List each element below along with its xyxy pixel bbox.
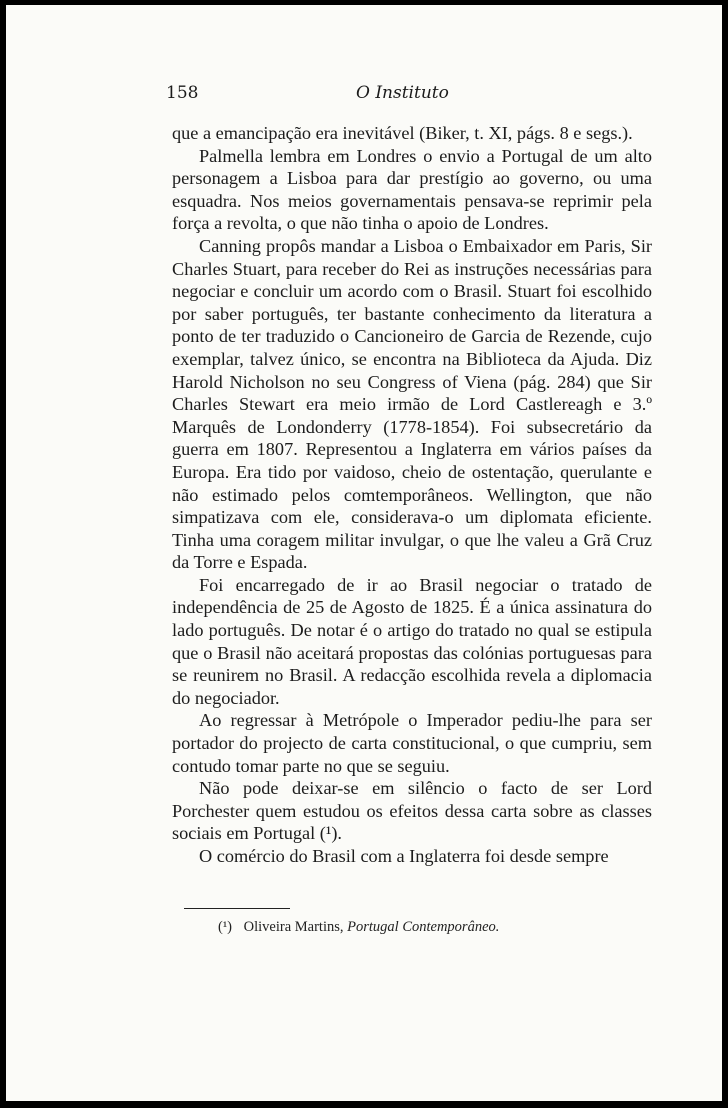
page-header bbox=[166, 83, 646, 107]
footnote bbox=[218, 919, 499, 936]
paragraph: Canning propôs mandar a Lisboa o Embaixador em Paris, Sir Charles Stuart, para receber do Rei as instruções necessárias para negociar e concluir um acordo com o Brasil. Stuart foi escolhido por saber português, ter bastante conhecimento da literatura a ponto de ter traduzido o Cancioneiro de Garcia de Rezende, cujo exemplar, talvez único, se encontra na Biblioteca da Ajuda. Diz Harold Nicholson no seu Congress of Viena (pág. 284) que Sir Charles Stewart era meio irmão de Lord Castlereagh e 3.º Marquês de Londonderry (1778-1854). Foi subsecretário da guerra em 1807. Representou a Inglaterra em vários países da Europa. Era tido por vaidoso, cheio de ostentação, querulante e não estimado pelos comtemporâneos. Wellington, que não simpatizava com ele, considerava-o um diplomata eficiente. Tinha uma coragem militar invulgar, o que lhe valeu a Grã Cruz da Torre e Espada. bbox=[172, 235, 652, 573]
paragraph: Palmella lembra em Londres o envio a Portugal de um alto personagem a Lisboa para dar prestígio ao governo, ou uma esquadra. Nos meios governamentais pensava-se reprimir pela força a revolta, o que não tinha o apoio de Londres. bbox=[172, 145, 652, 234]
footnote-author: Oliveira Martins, bbox=[243, 919, 344, 935]
paragraph: Ao regressar à Metrópole o Imperador pediu-lhe para ser portador do projecto de carta constitucional, o que cumpriu, sem contudo tomar parte no que se seguiu. bbox=[172, 710, 652, 776]
footnote-title: Portugal Contemporâneo. bbox=[347, 919, 500, 935]
page-number: 158 bbox=[166, 83, 199, 103]
body-text bbox=[172, 122, 652, 868]
paragraph: Foi encarregado de ir ao Brasil negociar o tratado de independência de 25 de Agosto de 1825. É a única assinatura do lado português. De notar é o artigo do tratado no qual se estipula que o Brasil não aceitará propostas das colónias portuguesas para se reunirem no Brasil. A redacção escolhida revela a diplomacia do negociador. bbox=[172, 574, 652, 708]
paragraph: que a emancipação era inevitável (Biker, t. XI, págs. 8 e segs.). bbox=[172, 123, 633, 143]
paragraph: O comércio do Brasil com a Inglaterra foi desde sempre bbox=[199, 846, 609, 866]
paragraph: Não pode deixar-se em silêncio o facto de ser Lord Porchester quem estudou os efeitos dessa carta sobre as classes sociais em Portugal (¹). bbox=[172, 778, 652, 844]
running-title: O Instituto bbox=[356, 83, 449, 103]
book-page bbox=[6, 5, 722, 1101]
footnote-marker: (¹) bbox=[218, 919, 233, 935]
footnote-divider bbox=[184, 908, 290, 909]
